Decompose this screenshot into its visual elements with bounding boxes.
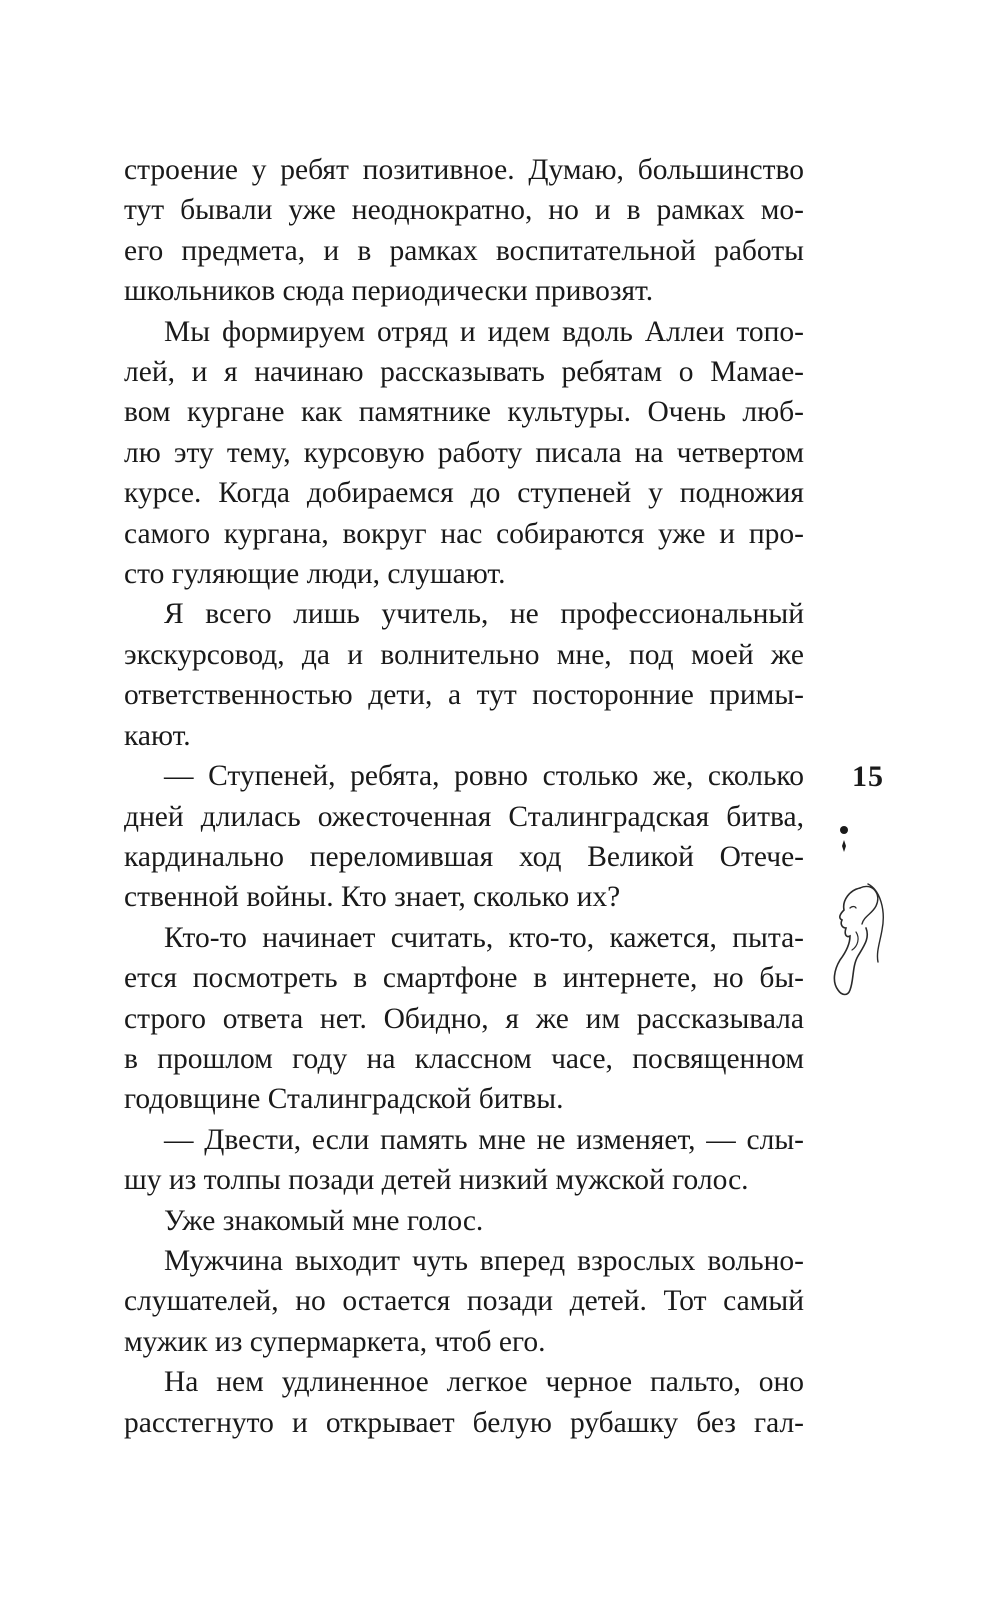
text-line: сто гуляющие люди, слушают. bbox=[124, 558, 506, 591]
text-line: шу из толпы позади детей низкий мужской голос. bbox=[124, 1164, 749, 1197]
text-line: лю эту тему, курсовую работу писала на четвертом bbox=[124, 436, 804, 469]
text-line: ответственностью дети, а тут посторонние примы- bbox=[124, 679, 804, 712]
text-line: вом кургане как памятнике культуры. Очень люб- bbox=[124, 396, 804, 429]
face-line-art-icon bbox=[820, 820, 930, 1040]
text-line: — Двести, если память мне не изменяет, — слы- bbox=[164, 1123, 804, 1156]
text-line: Мужчина выходит чуть вперед взрослых вольно- bbox=[164, 1244, 804, 1277]
text-line: школьников сюда периодически привозят. bbox=[124, 275, 654, 308]
text-line: в прошлом году на классном часе, посвященном bbox=[124, 1042, 804, 1075]
page-number: 15 bbox=[852, 760, 884, 793]
text-line: Кто-то начинает считать, кто-то, кажется, пыта- bbox=[164, 921, 804, 954]
text-line: Мы формируем отряд и идем вдоль Аллеи топо- bbox=[164, 315, 804, 348]
text-line: лей, и я начинаю рассказывать ребятам о Мамае- bbox=[124, 356, 804, 389]
text-line: Я всего лишь учитель, не профессиональный bbox=[164, 598, 804, 631]
ornament-face-line bbox=[834, 888, 867, 995]
text-line: экскурсовод, да и волнительно мне, под моей же bbox=[124, 638, 804, 671]
text-line: мужик из супермаркета, чтоб его. bbox=[124, 1325, 546, 1358]
text-line: расстегнуто и открывает белую рубашку без гал- bbox=[124, 1406, 804, 1439]
text-line: Уже знакомый мне голос. bbox=[164, 1204, 484, 1237]
ornament-cheek-line bbox=[852, 932, 858, 950]
text-line: строго ответа нет. Обидно, я же им рассказывала bbox=[124, 1002, 804, 1035]
ornament-sparkle bbox=[842, 840, 846, 852]
text-line: курсе. Когда добираемся до ступеней у подножия bbox=[124, 477, 804, 510]
ornament-eye bbox=[850, 907, 856, 909]
text-line: кают. bbox=[124, 719, 191, 752]
text-line: кардинально переломившая ход Великой Отече- bbox=[124, 840, 804, 873]
text-line: ственной войны. Кто знает, сколько их? bbox=[124, 881, 621, 914]
text-line: — Ступеней, ребята, ровно столько же, сколько bbox=[164, 760, 804, 793]
text-line: его предмета, и в рамках воспитательной работы bbox=[124, 234, 804, 267]
text-line: тут бывали уже неоднократно, но и в рамках мо- bbox=[124, 194, 804, 227]
text-line: дней длилась ожесточенная Сталинградская битва, bbox=[124, 800, 804, 833]
text-line: ется посмотреть в смартфоне в интернете, но бы- bbox=[124, 962, 804, 995]
text-line: годовщине Сталинградской битвы. bbox=[124, 1083, 564, 1116]
ornament-dot bbox=[840, 826, 848, 834]
text-line: слушателей, но остается позади детей. Тот самый bbox=[124, 1285, 804, 1318]
page-body-text bbox=[124, 150, 804, 1443]
text-line: самого кургана, вокруг нас собираются уже и про- bbox=[124, 517, 804, 550]
text-line: строение у ребят позитивное. Думаю, большинство bbox=[124, 154, 804, 186]
ornament-hair-line bbox=[860, 884, 883, 962]
text-line: На нем удлиненное легкое черное пальто, оно bbox=[164, 1366, 804, 1399]
